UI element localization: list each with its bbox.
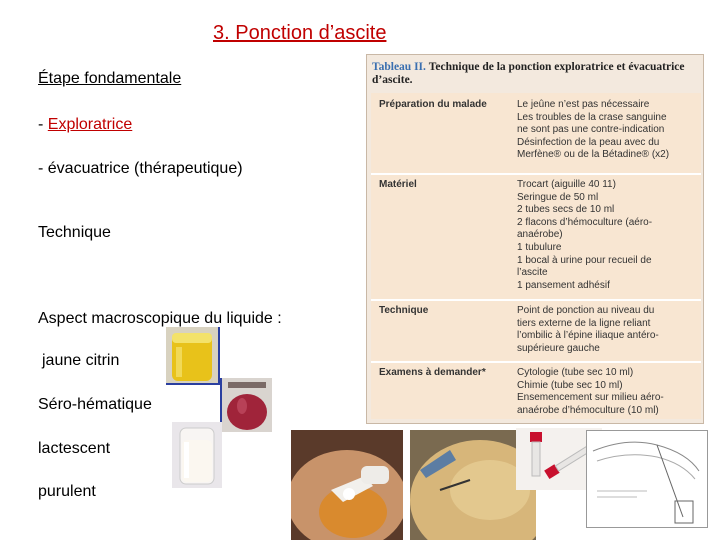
- purulent-label: purulent: [38, 483, 96, 500]
- table-row: [371, 95, 701, 173]
- dash: -: [38, 116, 48, 133]
- sero-hematique-label: Séro-hématique: [38, 396, 152, 413]
- row-value: Le jeûne n’est pas nécessaire Les troubles de la crase sanguine ne sont pas une contre-indication Désinfection de la peau avec du Merfène® ou de la Bétadine® (x2): [517, 99, 670, 161]
- yellow-fluid-photo: [166, 327, 220, 385]
- table-row: [371, 301, 701, 361]
- row-key: Préparation du malade: [379, 99, 487, 110]
- table-caption: [372, 61, 700, 87]
- serohematic-fluid-photo: [220, 378, 272, 432]
- technique-table-figure: [366, 54, 704, 424]
- row-key: Technique: [379, 305, 429, 316]
- technique-label: Technique: [38, 224, 111, 241]
- row-key: Examens à demander*: [379, 367, 486, 378]
- row-value: Cytologie (tube sec 10 ml) Chimie (tube sec 10 ml) Ensemencement sur milieu aéro- anaérobe d’hémoculture (10 ml): [517, 367, 664, 416]
- table-row: [371, 363, 701, 419]
- lactescent-label: lactescent: [38, 440, 111, 457]
- slide-title: 3. Ponction d’ascite: [213, 22, 387, 44]
- evacuatrice-line: - évacuatrice (thérapeutique): [38, 160, 243, 177]
- exploratrice-label: Exploratrice: [47, 116, 133, 133]
- jaune-citrin-label: jaune citrin: [42, 352, 120, 369]
- exploratrice-line: [38, 116, 132, 134]
- table-caption-label: Tableau II.: [372, 61, 426, 73]
- technique-diagram: [586, 430, 708, 528]
- lactescent-fluid-photo: [172, 422, 222, 488]
- aspect-label: Aspect macroscopique du liquide :: [38, 310, 282, 327]
- row-value: Trocart (aiguille 40 11) Seringue de 50 ml 2 tubes secs de 10 ml 2 flacons d’hémoculture (aéro- anaérobe) 1 tubulure 1 bocal à urine pour recueil de l’ascite 1 pansement adhésif: [517, 179, 653, 291]
- puncture-procedure-photo: [291, 430, 403, 540]
- table-body: [371, 93, 701, 419]
- table-caption-text: Technique de la ponction exploratrice et évacuatrice d’ascite.: [372, 61, 685, 86]
- row-value: Point de ponction au niveau du tiers externe de la ligne reliant l’ombilic à l’épine iliaque antéro- supérieure gauche: [517, 305, 659, 354]
- etape-heading: Étape fondamentale: [38, 70, 182, 87]
- row-key: Matériel: [379, 179, 417, 190]
- table-row: [371, 175, 701, 297]
